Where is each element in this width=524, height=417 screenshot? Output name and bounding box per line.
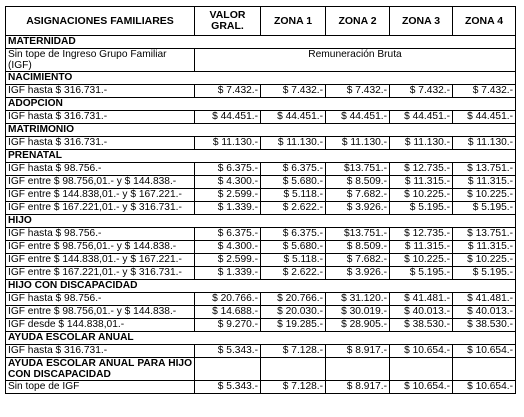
section-row — [6, 72, 516, 85]
value-cell: $ 10.225.- — [390, 254, 453, 267]
section-row — [6, 280, 516, 293]
asignaciones-table — [5, 6, 516, 394]
table-row — [6, 254, 516, 267]
value-cell: $ 14.688.- — [195, 306, 261, 319]
value-cell: $ 5.195.- — [453, 202, 516, 215]
value-cell: $ 5.118.- — [261, 189, 326, 202]
value-cell: $ 5.343.- — [195, 345, 261, 358]
value-cell: $ 11.315.- — [390, 241, 453, 254]
value-cell: $ 13.751.- — [453, 228, 516, 241]
section-title: ADOPCION — [6, 98, 516, 111]
value-cell: $ 4.300.- — [195, 241, 261, 254]
section-row — [6, 358, 516, 381]
row-label: IGF entre $ 144.838,01.- y $ 167.221.- — [6, 189, 195, 202]
value-cell: $ 8.917.- — [326, 381, 390, 394]
value-cell: $ 8.917.- — [326, 345, 390, 358]
header-cell: ZONA 4 — [453, 7, 516, 36]
row-label: IGF entre $ 144.838,01.- y $ 167.221.- — [6, 254, 195, 267]
value-cell: $ 10.654.- — [390, 345, 453, 358]
empty-cell — [453, 358, 516, 381]
value-cell: $ 4.300.- — [195, 176, 261, 189]
value-cell: $ 10.654.- — [390, 381, 453, 394]
value-cell: $ 44.451.- — [453, 111, 516, 124]
value-cell: $ 7.432.- — [261, 85, 326, 98]
value-cell: $ 20.030.- — [261, 306, 326, 319]
value-cell: $ 11.130.- — [195, 137, 261, 150]
header-cell: VALOR GRAL. — [195, 7, 261, 36]
header-cell: ZONA 1 — [261, 7, 326, 36]
table-row — [6, 85, 516, 98]
table-row — [6, 176, 516, 189]
header-cell: ZONA 3 — [390, 7, 453, 36]
value-cell: $ 7.128.- — [261, 381, 326, 394]
value-cell: $ 41.481.- — [453, 293, 516, 306]
section-title: HIJO — [6, 215, 516, 228]
value-cell: $ 11.130.- — [390, 137, 453, 150]
value-cell: $ 19.285.- — [261, 319, 326, 332]
value-cell: $ 7.682.- — [326, 189, 390, 202]
table-row — [6, 111, 516, 124]
row-label: IGF desde $ 144.838,01.- — [6, 319, 195, 332]
value-cell: $ 44.451.- — [326, 111, 390, 124]
row-label: IGF hasta $ 316.731.- — [6, 111, 195, 124]
value-cell: $ 7.432.- — [390, 85, 453, 98]
value-cell: $ 11.130.- — [453, 137, 516, 150]
value-cell: $ 1.339.- — [195, 267, 261, 280]
value-cell: $ 28.905.- — [326, 319, 390, 332]
value-cell: $ 6.375.- — [195, 228, 261, 241]
value-cell: $ 8.509.- — [326, 176, 390, 189]
value-cell: $ 11.315.- — [453, 241, 516, 254]
value-cell: $ 40.013.- — [390, 306, 453, 319]
value-cell: $ 11.315.- — [453, 176, 516, 189]
header-row — [6, 7, 516, 36]
row-label: IGF hasta $ 316.731.- — [6, 85, 195, 98]
value-cell: $ 12.735.- — [390, 228, 453, 241]
section-row — [6, 332, 516, 345]
merged-value-cell: Remuneración Bruta — [195, 49, 516, 72]
value-cell: $ 41.481.- — [390, 293, 453, 306]
section-title: MATRIMONIO — [6, 124, 516, 137]
table-row — [6, 293, 516, 306]
value-cell: $ 10.654.- — [453, 345, 516, 358]
row-label: IGF hasta $ 316.731.- — [6, 137, 195, 150]
value-cell: $ 5.680.- — [261, 176, 326, 189]
value-cell: $ 38.530.- — [390, 319, 453, 332]
value-cell: $ 7.432.- — [453, 85, 516, 98]
row-label: IGF entre $ 98.756,01.- y $ 144.838.- — [6, 241, 195, 254]
value-cell: $ 3.926.- — [326, 202, 390, 215]
table-row — [6, 49, 516, 72]
value-cell: $ 6.375.- — [195, 163, 261, 176]
table-row — [6, 202, 516, 215]
value-cell: $ 8.509.- — [326, 241, 390, 254]
row-label: IGF entre $ 167.221,01.- y $ 316.731.- — [6, 267, 195, 280]
value-cell: $ 6.375.- — [261, 163, 326, 176]
value-cell: $ 9.270.- — [195, 319, 261, 332]
value-cell: $ 31.120.- — [326, 293, 390, 306]
section-row — [6, 124, 516, 137]
value-cell: $ 40.013.- — [453, 306, 516, 319]
table-row — [6, 163, 516, 176]
value-cell: $ 11.130.- — [326, 137, 390, 150]
table-row — [6, 241, 516, 254]
value-cell: $ 2.622.- — [261, 267, 326, 280]
value-cell: $ 10.225.- — [390, 189, 453, 202]
value-cell: $ 3.926.- — [326, 267, 390, 280]
section-title: MATERNIDAD — [6, 36, 516, 49]
section-row — [6, 36, 516, 49]
value-cell: $ 10.225.- — [453, 254, 516, 267]
value-cell: $ 11.315.- — [390, 176, 453, 189]
row-label: Sin tope de Ingreso Grupo Familiar (IGF) — [6, 49, 195, 72]
value-cell: $ 7.432.- — [195, 85, 261, 98]
document — [5, 6, 516, 394]
section-title: AYUDA ESCOLAR ANUAL PARA HIJO CON DISCAPACIDAD — [6, 358, 195, 381]
section-title: PRENATAL — [6, 150, 516, 163]
value-cell: $ 10.225.- — [453, 189, 516, 202]
value-cell: $ 20.766.- — [195, 293, 261, 306]
row-label: IGF entre $ 98.756,01.- y $ 144.838.- — [6, 306, 195, 319]
value-cell: $13.751.- — [326, 228, 390, 241]
section-row — [6, 215, 516, 228]
value-cell: $ 44.451.- — [390, 111, 453, 124]
value-cell: $ 11.130.- — [261, 137, 326, 150]
value-cell: $ 30.019.- — [326, 306, 390, 319]
table-row — [6, 267, 516, 280]
value-cell: $ 2.599.- — [195, 189, 261, 202]
table-row — [6, 381, 516, 394]
value-cell: $ 5.118.- — [261, 254, 326, 267]
value-cell: $ 7.432.- — [326, 85, 390, 98]
header-cell: ASIGNACIONES FAMILIARES — [6, 7, 195, 36]
table-row — [6, 228, 516, 241]
row-label: IGF hasta $ 98.756.- — [6, 293, 195, 306]
value-cell: $ 13.751.- — [453, 163, 516, 176]
header-cell: ZONA 2 — [326, 7, 390, 36]
value-cell: $ 2.599.- — [195, 254, 261, 267]
section-row — [6, 98, 516, 111]
row-label: Sin tope de IGF — [6, 381, 195, 394]
value-cell: $ 10.654.- — [453, 381, 516, 394]
empty-cell — [261, 358, 326, 381]
value-cell: $ 20.766.- — [261, 293, 326, 306]
value-cell: $ 5.343.- — [195, 381, 261, 394]
value-cell: $ 7.128.- — [261, 345, 326, 358]
value-cell: $ 5.680.- — [261, 241, 326, 254]
value-cell: $ 12.735.- — [390, 163, 453, 176]
value-cell: $ 38.530.- — [453, 319, 516, 332]
empty-cell — [326, 358, 390, 381]
table-row — [6, 137, 516, 150]
section-row — [6, 150, 516, 163]
value-cell: $ 1.339.- — [195, 202, 261, 215]
section-title: HIJO CON DISCAPACIDAD — [6, 280, 516, 293]
table-row — [6, 345, 516, 358]
table-row — [6, 189, 516, 202]
value-cell: $ 44.451.- — [261, 111, 326, 124]
value-cell: $13.751.- — [326, 163, 390, 176]
table-row — [6, 319, 516, 332]
section-title: AYUDA ESCOLAR ANUAL — [6, 332, 516, 345]
empty-cell — [390, 358, 453, 381]
empty-cell — [195, 358, 261, 381]
row-label: IGF entre $ 167.221,01.- y $ 316.731.- — [6, 202, 195, 215]
row-label: IGF hasta $ 98.756.- — [6, 228, 195, 241]
row-label: IGF hasta $ 316.731.- — [6, 345, 195, 358]
value-cell: $ 6.375.- — [261, 228, 326, 241]
value-cell: $ 5.195.- — [390, 202, 453, 215]
section-title: NACIMIENTO — [6, 72, 516, 85]
table-row — [6, 306, 516, 319]
value-cell: $ 44.451.- — [195, 111, 261, 124]
row-label: IGF entre $ 98.756,01.- y $ 144.838.- — [6, 176, 195, 189]
value-cell: $ 5.195.- — [390, 267, 453, 280]
table-body — [6, 36, 516, 394]
value-cell: $ 2.622.- — [261, 202, 326, 215]
value-cell: $ 5.195.- — [453, 267, 516, 280]
row-label: IGF hasta $ 98.756.- — [6, 163, 195, 176]
value-cell: $ 7.682.- — [326, 254, 390, 267]
